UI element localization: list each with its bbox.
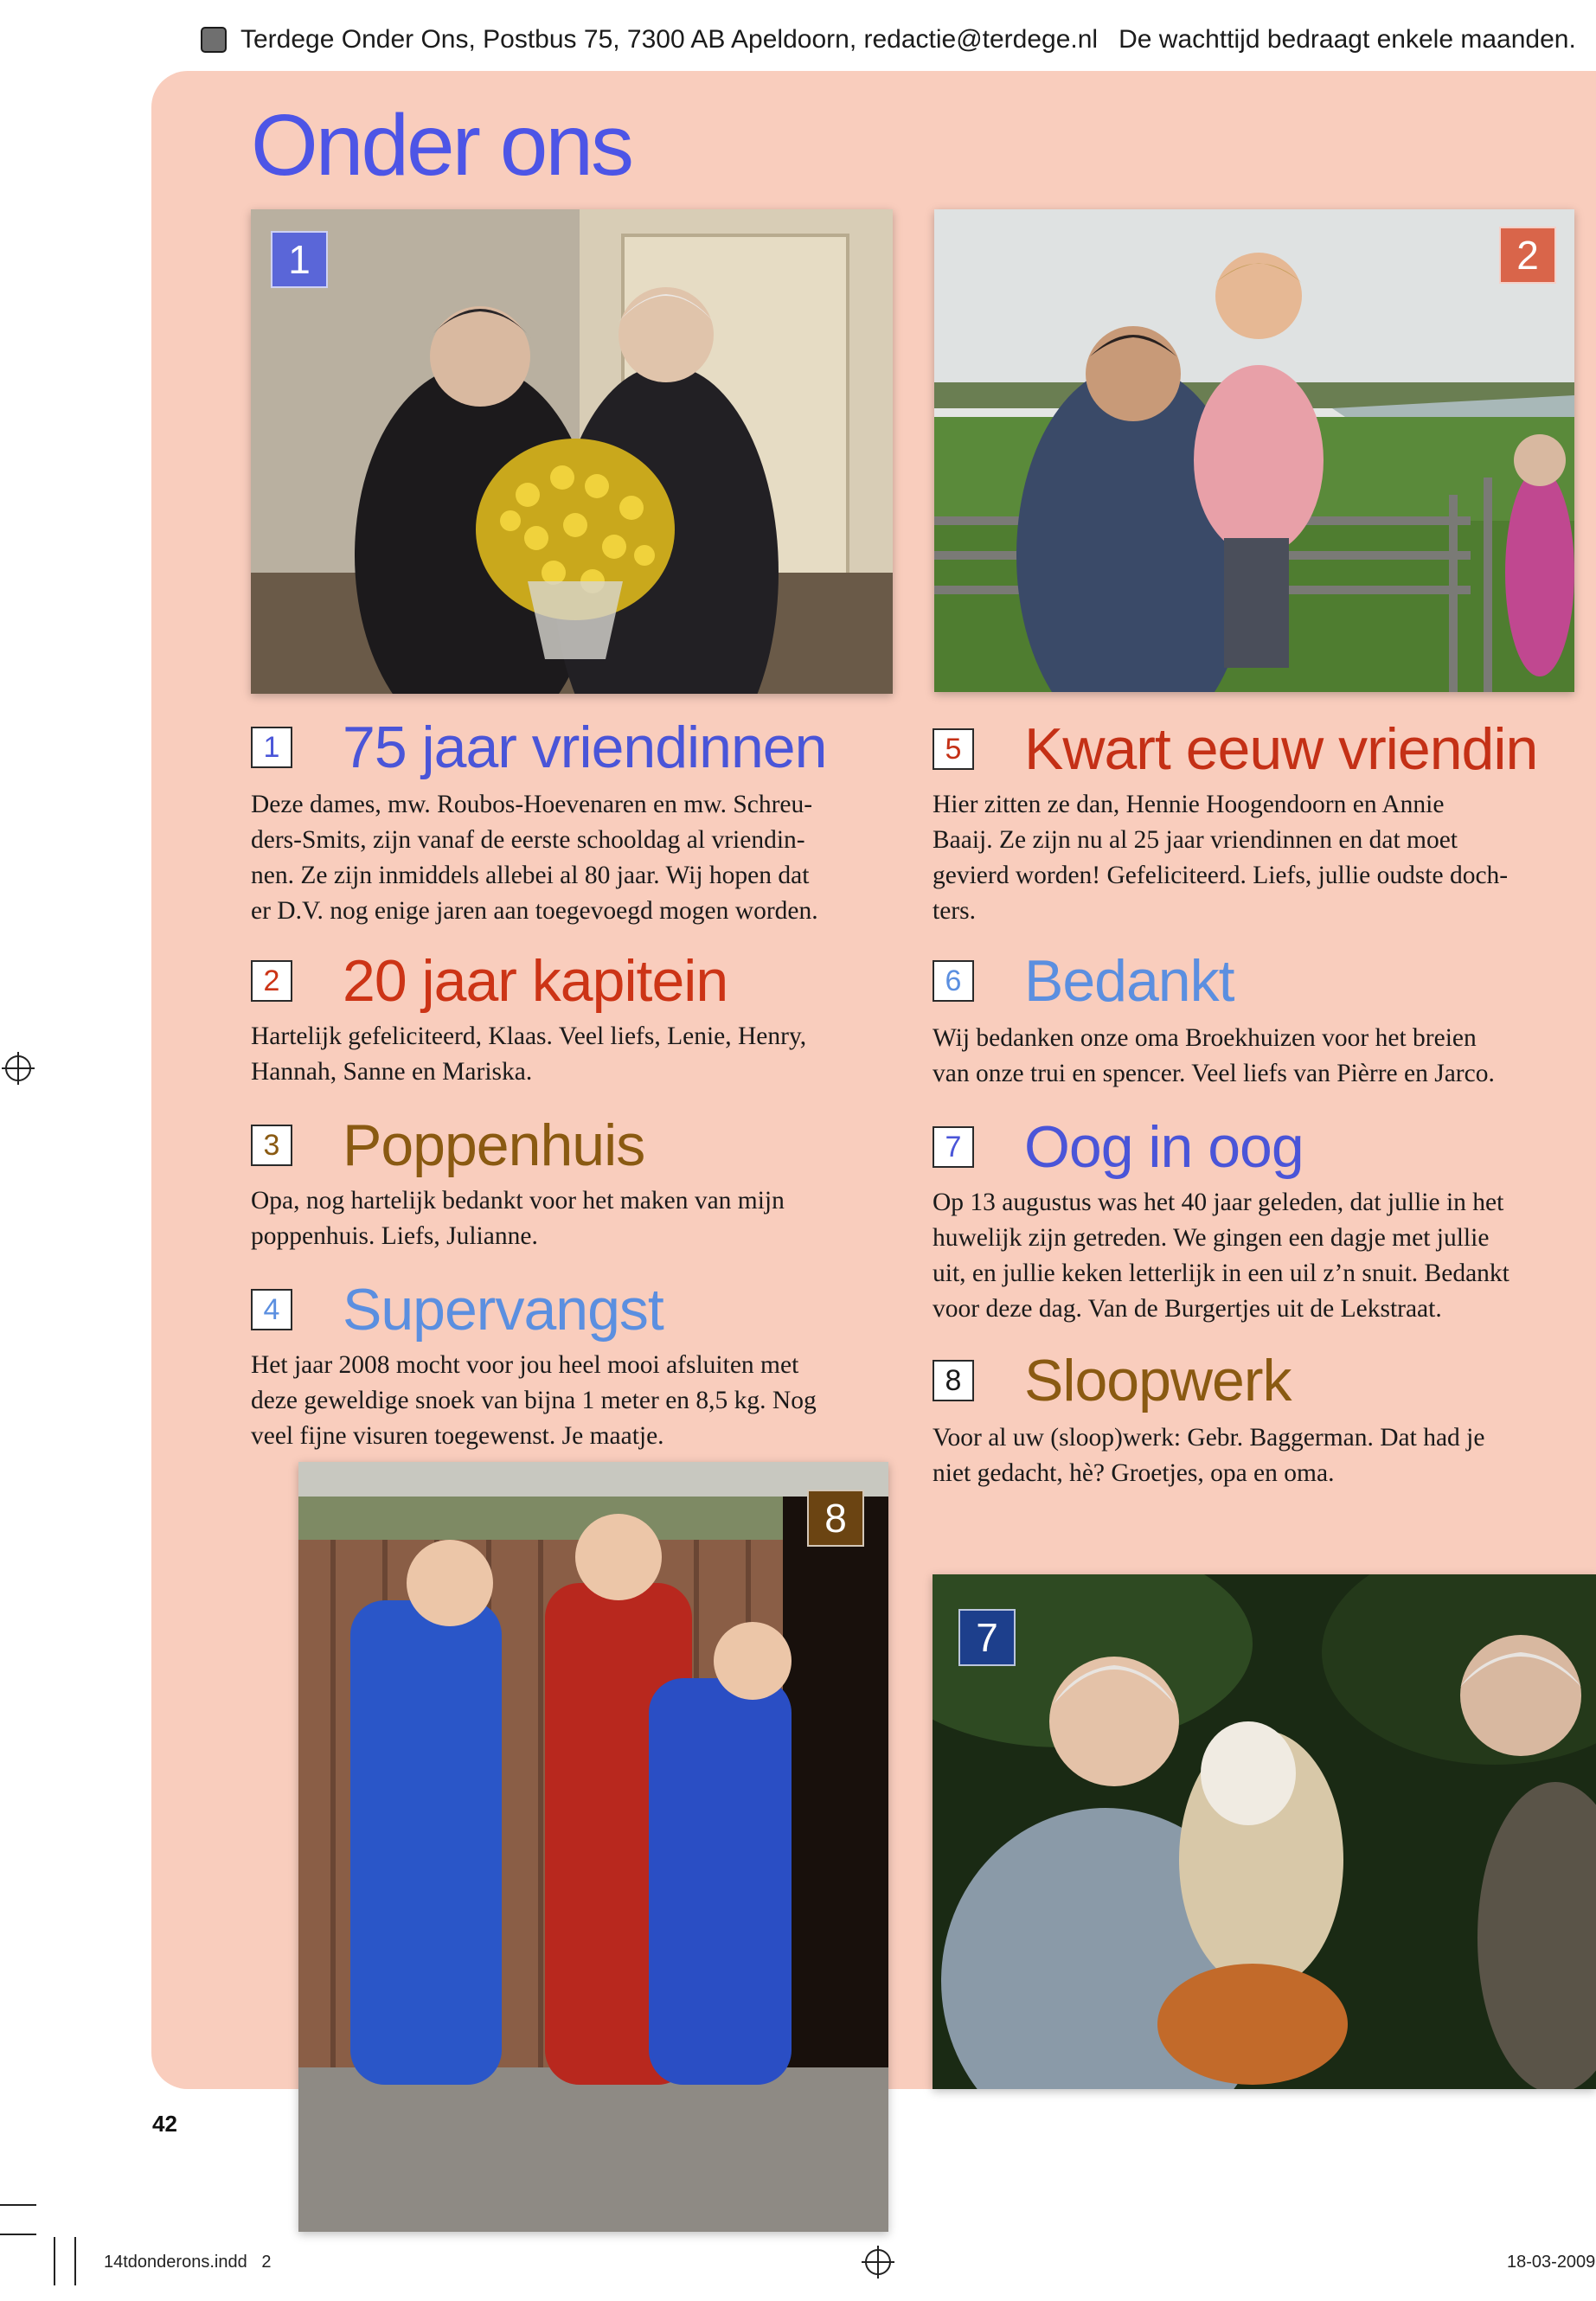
square-bullet-icon [201, 27, 227, 53]
contact-header [201, 21, 1585, 59]
message-1-body: Deze dames, mw. Roubos-Hoevenaren en mw. Schreu- ders-Smits, zijn vanaf de eerste schooldag al vriendin- nen. Ze zijn inmiddels allebei al 80 jaar. Wij hopen dat er D.V. nog enige jaren aan toegevoegd mogen worden. [251, 791, 818, 925]
message-8-title: Sloopwerk [1024, 1348, 1292, 1413]
message-8-body: Voor al uw (sloop)werk: Gebr. Baggerman. Dat had je niet gedacht, hè? Groetjes, opa en oma. [933, 1424, 1485, 1487]
photo-1 [251, 209, 893, 694]
photo-2-image [934, 209, 1574, 692]
message-2-number: 2 [251, 960, 292, 1002]
slug-filename: 14tdonderons.indd 2 [104, 2253, 272, 2272]
message-4-title: Supervangst [343, 1277, 663, 1343]
message-3-title: Poppenhuis [343, 1112, 645, 1178]
registration-mark-icon [865, 2249, 891, 2275]
photo-7-image [933, 1574, 1596, 2089]
message-2-body: Hartelijk gefeliciteerd, Klaas. Veel liefs, Lenie, Henry, Hannah, Sanne en Mariska. [251, 1022, 807, 1086]
message-1-title: 75 jaar vriendinnen [343, 715, 827, 780]
crop-mark [0, 2234, 36, 2235]
photo-8-badge: 8 [807, 1490, 864, 1547]
photo-2-badge: 2 [1499, 227, 1556, 284]
message-3-heading [251, 1112, 645, 1178]
photo-7-badge: 7 [958, 1609, 1016, 1666]
message-4-number: 4 [251, 1289, 292, 1330]
photo-1-image [251, 209, 893, 694]
page-title: Onder ons [251, 97, 631, 194]
message-7-body: Op 13 augustus was het 40 jaar geleden, dat jullie in het huwelijk zijn getreden. We gingen een dagje met jullie uit, en jullie keken letterlijk in een uil z’n snuit. Bedankt voor deze dag. Van de Burgertjes uit de Lekstraat. [933, 1189, 1509, 1323]
photo-1-badge: 1 [271, 231, 328, 288]
crop-mark [54, 2237, 55, 2285]
message-1-number: 1 [251, 727, 292, 768]
message-8-heading [933, 1348, 1292, 1413]
message-5-number: 5 [933, 728, 974, 770]
photo-8 [298, 1462, 888, 2232]
message-3-body: Opa, nog hartelijk bedankt voor het maken van mijn poppenhuis. Liefs, Julianne. [251, 1187, 785, 1250]
message-6-body: Wij bedanken onze oma Broekhuizen voor het breien van onze trui en spencer. Veel liefs van Pièrre en Jarco. [933, 1024, 1495, 1087]
message-4-body: Het jaar 2008 mocht voor jou heel mooi afsluiten met deze geweldige snoek van bijna 1 meter en 8,5 kg. Nog veel fijne visuren toegewenst. Je maatje. [251, 1351, 817, 1450]
message-2-title: 20 jaar kapitein [343, 948, 728, 1014]
photo-8-image [298, 1462, 888, 2232]
crop-mark [0, 2204, 36, 2206]
contact-address: Terdege Onder Ons, Postbus 75, 7300 AB Apeldoorn, redactie@terdege.nl [240, 25, 1099, 54]
message-6-heading [933, 948, 1234, 1014]
message-7-number: 7 [933, 1126, 974, 1168]
photo-7 [933, 1574, 1596, 2089]
page-number: 42 [152, 2111, 177, 2137]
message-6-title: Bedankt [1024, 948, 1234, 1014]
message-1-heading [251, 715, 827, 780]
message-2-heading [251, 948, 728, 1014]
registration-mark-icon [5, 1055, 31, 1081]
message-4-heading [251, 1277, 663, 1343]
crop-mark [74, 2237, 76, 2285]
message-8-number: 8 [933, 1360, 974, 1401]
message-5-body: Hier zitten ze dan, Hennie Hoogendoorn en Annie Baaij. Ze zijn nu al 25 jaar vriendinnen en dat moet gevierd worden! Gefeliciteerd. Liefs, jullie oudste doch- ters. [933, 791, 1509, 925]
message-7-heading [933, 1114, 1304, 1180]
message-7-title: Oog in oog [1024, 1114, 1304, 1180]
photo-2 [934, 209, 1574, 692]
waiting-time-note: De wachttijd bedraagt enkele maanden. [1118, 25, 1576, 54]
message-3-number: 3 [251, 1125, 292, 1166]
message-5-title: Kwart eeuw vriendin [1024, 716, 1538, 782]
slug-date: 18-03-2009 [1507, 2253, 1596, 2272]
message-6-number: 6 [933, 960, 974, 1002]
message-5-heading [933, 716, 1538, 782]
